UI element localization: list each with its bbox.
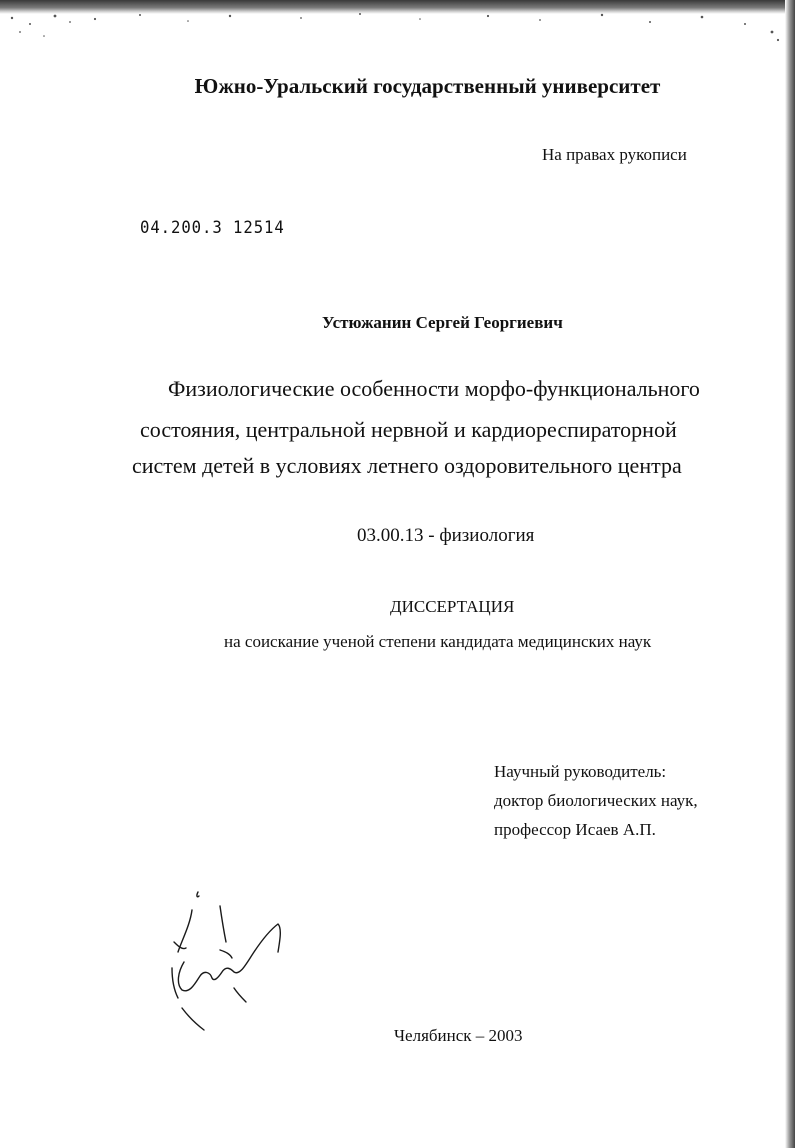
scan-border-right bbox=[785, 0, 795, 1148]
handwritten-signature bbox=[160, 880, 300, 1040]
dissertation-title-line-3: систем детей в условиях летнего оздоровительного центра bbox=[132, 453, 682, 478]
specialty-code: 03.00.13 - физиология bbox=[357, 525, 535, 546]
archive-number: 04.200.3 12514 bbox=[140, 218, 285, 238]
university-name: Южно-Уральский государственный университет bbox=[194, 74, 661, 98]
document-type: ДИССЕРТАЦИЯ bbox=[390, 597, 515, 616]
manuscript-rights-note: На правах рукописи bbox=[542, 145, 687, 164]
degree-statement: на соискание ученой степени кандидата медицинских наук bbox=[224, 632, 652, 651]
scan-noise bbox=[0, 10, 795, 46]
dissertation-title-line-2: состояния, центральной нервной и кардиореспираторной bbox=[140, 417, 677, 442]
supervisor-degree: доктор биологических наук, bbox=[494, 791, 698, 810]
supervisor-name: профессор Исаев А.П. bbox=[494, 820, 656, 839]
dissertation-title-line-1: Физиологические особенности морфо-функционального bbox=[168, 376, 700, 401]
author-name: Устюжанин Сергей Георгиевич bbox=[322, 313, 563, 332]
supervisor-label: Научный руководитель: bbox=[494, 762, 667, 781]
city-year: Челябинск – 2003 bbox=[394, 1026, 523, 1045]
